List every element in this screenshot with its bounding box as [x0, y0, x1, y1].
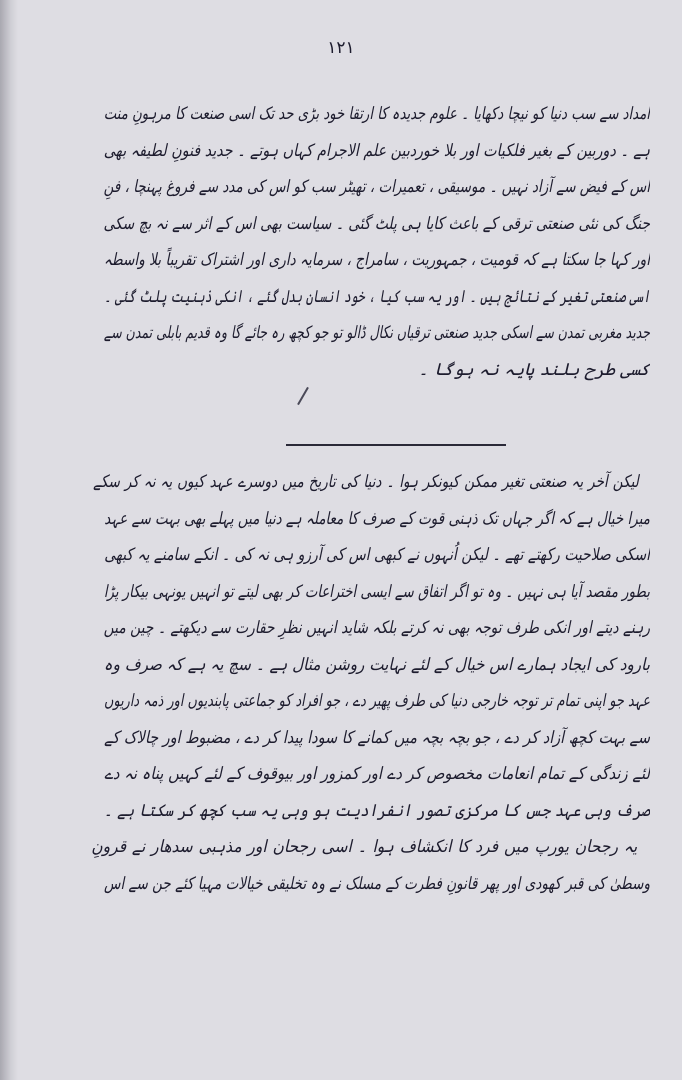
- text-line: اور کہا جا سکتا ہے کہ قومیت ، جمہوریت ، سامراج ، سرمایہ داری اور اشتراک تقریباً بلا واسطہ: [103, 250, 650, 270]
- pen-mark: [297, 387, 309, 405]
- text-line: بارود کی ایجاد ہمارے اس خیال کے لئے نہایت روشن مثال ہے ۔ سچ یہ ہے کہ صرف وہ: [103, 654, 650, 675]
- text-line: یہ رجحان یورپ میں فرد کا انکشاف ہوا ۔ اسی رجحان اور مذہبی سدھار نے قرونِ: [91, 837, 638, 857]
- text-line: کسی طرح بلند پایہ نہ ہوگا ۔: [418, 359, 650, 380]
- text-line: جنگ کی نئی صنعتی ترقی کے باعث کایا ہی پلٹ گئی ۔ سیاست بھی اس کے اثر سے نہ بچ سکی: [103, 213, 650, 234]
- text-line: عہد جو اپنی تمام تر توجہ خارجی دنیا کی طرف پھیر دے ، جو افراد کو جماعتی پابندیوں اور ذمہ داریوں: [104, 691, 650, 711]
- text-line: میرا خیال ہے کہ اگر جہاں تک ذہنی قوت کے صرف کا معاملہ ہے دنیا میں پہلے بھی بہت سے عہد: [104, 508, 650, 529]
- text-line: بطور مقصد آیا ہی نہیں ۔ وہ تو اگر اتفاق سے ایسی اختراعات کر بھی لیتے تو انہیں یونہی بیکار پڑا: [104, 581, 650, 602]
- text-line: لیکن آخر یہ صنعتی تغیر ممکن کیونکر ہوا ۔ دنیا کی تاریخ میں دوسرے عہد کیوں یہ نہ کر سکے: [93, 472, 639, 492]
- text-line: امداد سے سب دنیا کو نیچا دکھایا ۔ علوم جدیدہ کا ارتقا خود بڑی حد تک اسی صنعت کا مرہونِ منت: [104, 104, 650, 124]
- paragraph-one: [104, 96, 650, 388]
- text-line: صرف وہی عہد جس کا مرکزی تصور انفرادیت ہو وہی یہ سب کچھ کر سکتا ہے ۔: [104, 800, 650, 821]
- text-line: ہے ۔ دوربین کے بغیر فلکیات اور بلا خوردبین علم الاجرام کہاں ہوتے ۔ جدید فنونِ لطیفہ بھی: [104, 140, 650, 161]
- text-line: اس کے فیض سے آزاد نہیں ۔ موسیقی ، تعمیرات ، تھیٹر سب کو اس کی مدد سے فروغ پہنچا ، فنِ: [103, 177, 650, 197]
- page-number: ١٢١: [327, 38, 355, 58]
- text-line: رہنے دیتے اور انکی طرف توجہ بھی نہ کرتے بلکہ شاید انہیں نظرِ حقارت سے دیکھتے ۔ چین میں: [103, 618, 650, 638]
- page-binding-shadow: [0, 0, 18, 1080]
- text-line: سے بہت کچھ آزاد کر دے ، جو بچہ بچہ میں کمانے کا سودا پیدا کر دے ، مضبوط اور چالاک کے: [104, 727, 650, 748]
- paragraph-two: [91, 464, 650, 902]
- text-line: اسکی صلاحیت رکھتے تھے ۔ لیکن اُنہوں نے کبھی اس کی آرزو ہی نہ کی ۔ انکے سامنے یہ کبھی: [104, 545, 650, 565]
- section-divider: [286, 444, 506, 446]
- text-line: وسطیٰ کی قبر کھودی اور پھر قانونِ فطرت کے مسلک نے وہ تخلیقی خیالات مہیا کئے جن سے اس: [103, 873, 650, 894]
- text-line: اسی صنعتی تغیر کے نتائج ہیں ۔ اور یہ سب کیا ، خود انسان بدل گئے ، انکی ذہنیت پلٹ گئی ۔: [104, 286, 650, 307]
- text-line: جدید مغربی تمدن سے اسکی جدید صنعتی ترقیاں نکال ڈالو تو جو کچھ رہ جائے گا وہ قدیم بابلی تمدن سے: [103, 323, 650, 343]
- text-line: لئے زندگی کے تمام انعامات مخصوص کر دے اور کمزور اور بیوقوف کے لئے کہیں پناہ نہ دے: [104, 764, 650, 784]
